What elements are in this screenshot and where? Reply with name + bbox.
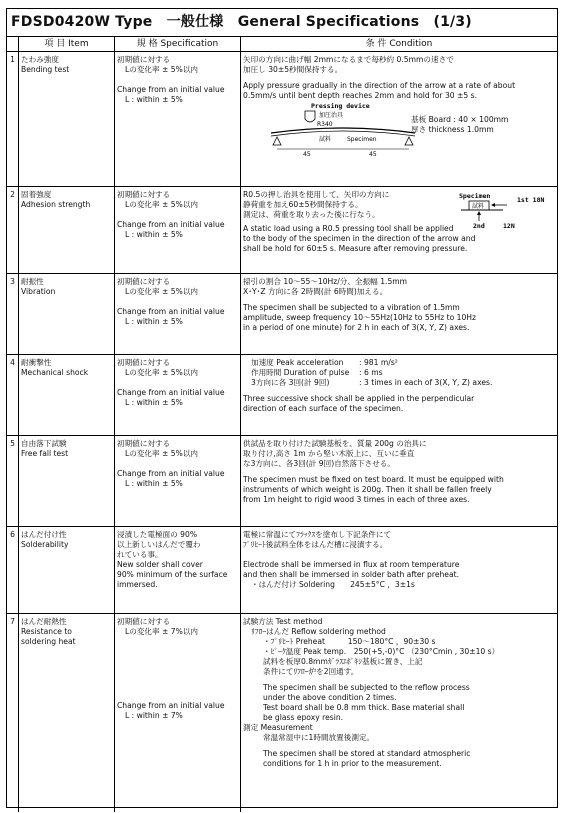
- condition-text: ﾘﾌﾛｰはんだ Reflow soldering method: [251, 627, 386, 636]
- spec-text: Lの変化率 ± 5%以内: [125, 65, 199, 74]
- spec-text: immersed.: [117, 580, 158, 589]
- arrow-head-icon: [477, 211, 481, 215]
- spec-text: 初期値に対する: [117, 55, 171, 64]
- item-jp: はんだ耐熱性: [21, 617, 67, 626]
- condition-text: 電極に常温にてﾌﾗｯｸｽを塗布し下記条件にて: [243, 530, 392, 539]
- condition-text: 取り付け,高さ 1m から堅い木版上に、互いに垂直: [243, 449, 415, 458]
- board-info: [411, 115, 508, 135]
- fig-label-specimen: Specimen: [459, 192, 491, 200]
- table-row: [7, 274, 557, 355]
- table-row: [7, 436, 557, 527]
- spec-text: L : within ± 5%: [125, 479, 183, 488]
- item-en: Adhesion strength: [21, 200, 91, 209]
- item-cell: [19, 187, 115, 273]
- condition-text: 試験方法 Test method: [243, 617, 323, 626]
- condition-cell: [241, 52, 557, 186]
- condition-text: X･Y･Z 方向に各 2時間(計 6時間)加える。: [243, 287, 388, 296]
- header-item: 項 目 Item: [19, 37, 115, 51]
- condition-pair: [243, 378, 555, 388]
- condition-text: ﾌﾟﾘﾋｰﾄ後試料全体をはんだ槽に浸漬する。: [243, 540, 388, 549]
- item-cell: [19, 614, 115, 812]
- row-number: 4: [7, 355, 19, 435]
- condition-text: The specimen shall be subjected to the reflow process: [263, 683, 470, 692]
- condition-text: 常温常湿中に1時間放置後測定。: [263, 733, 375, 742]
- fig-label-jig: 加圧治具: [319, 112, 344, 119]
- item-cell: [19, 274, 115, 354]
- condition-text: ・ﾋﾟｰｸ温度 Peak temp. 250(+5,-0)°C （230°Cmin , 30±10 s）: [263, 647, 500, 656]
- item-en: Mechanical shock: [21, 368, 89, 377]
- fig-label-r340: R340: [317, 121, 333, 128]
- item-cell: [19, 436, 115, 526]
- condition-text: な3方向に、各3回(計 9回)自然落下させる。: [243, 459, 395, 468]
- condition-text: shall be hold for 60±5 s. Measure after removing pressure.: [243, 244, 468, 253]
- spec-text: Lの変化率 ± 7%以内: [125, 627, 199, 636]
- adhesion-diagram: [457, 189, 553, 231]
- condition-text: Three successive shock shall be applied in the perpendicular: [243, 394, 475, 403]
- spec-text: 初期値に対する: [117, 439, 171, 448]
- support-right-icon: [405, 137, 413, 145]
- condition-cell: [241, 614, 557, 812]
- condition-text: 試料を板厚0.8mmｶﾞﾗｽｴﾎﾟｷｼ基板に置き、上記: [263, 657, 423, 666]
- condition-key: 加速度 Peak acceleration: [251, 358, 344, 367]
- row-number: 5: [7, 436, 19, 526]
- spec-text: L : within ± 7%: [125, 711, 183, 720]
- condition-text: 0.5mm/s until bent depth reaches 2mm and hold for 30 ±5 s.: [243, 91, 478, 100]
- condition-cell: [241, 187, 557, 273]
- fig-dim-45-right: 45: [369, 151, 377, 157]
- condition-text: A static load using a R0.5 pressing tool shall be applied: [243, 224, 454, 233]
- condition-text: from 1m height to rigid wood 3 times in each of three axes.: [243, 495, 470, 504]
- spec-text: 初期値に対する: [117, 277, 171, 286]
- spec-text: Change from an initial value: [117, 701, 225, 710]
- row-number: 7: [7, 614, 19, 812]
- spec-text: 浸漬した電極面の 90%: [117, 530, 198, 539]
- condition-text: 測定 Measurement: [243, 723, 313, 732]
- bending-diagram: [263, 101, 423, 157]
- condition-text: direction of each surface of the specimen.: [243, 404, 404, 413]
- condition-text: 供試品を取り付けた試験基板を、質量 200g の治具に: [243, 439, 427, 448]
- spec-text: L : within ± 5%: [125, 398, 183, 407]
- spec-text: 初期値に対する: [117, 617, 171, 626]
- condition-key: 3方向に各 3回(計 9回): [251, 378, 330, 387]
- spec-sheet: [6, 8, 558, 808]
- spec-text: L : within ± 5%: [125, 317, 183, 326]
- condition-cell: [241, 355, 557, 435]
- row-number: 3: [7, 274, 19, 354]
- fig-label-test: 試料: [472, 203, 485, 210]
- spec-text: L : within ± 5%: [125, 230, 183, 239]
- condition-text: and then shall be immersed in solder bath after preheat.: [243, 570, 460, 579]
- condition-text: The specimen shall be stored at standard atmospheric: [263, 749, 471, 758]
- header-spec: 規 格 Specification: [115, 37, 241, 51]
- condition-text: The specimen shall be subjected to a vibration of 1.5mm: [243, 303, 460, 312]
- condition-text: 測定は、荷重を取り去った後に行なう。: [243, 210, 380, 219]
- condition-text: conditions for 1 h in prior to the measurement.: [263, 759, 442, 768]
- spec-text: Lの変化率 ± 5%以内: [125, 287, 199, 296]
- spec-text: Lの変化率 ± 5%以内: [125, 368, 199, 377]
- table-row: [7, 355, 557, 436]
- condition-text: 静荷重を加え60±5秒間保持する。: [243, 200, 363, 209]
- page-title: FDSD0420W Type 一般仕様 General Specifications (1/3): [7, 9, 557, 37]
- item-cell: [19, 355, 115, 435]
- spec-cell: [115, 355, 241, 435]
- spec-cell: [115, 52, 241, 186]
- spec-text: L : within ± 5%: [125, 95, 183, 104]
- condition-value: : 981 m/s²: [359, 358, 398, 367]
- item-jp: たわみ強度: [21, 55, 59, 64]
- item-jp: 固着強度: [21, 190, 52, 199]
- spec-cell: [115, 436, 241, 526]
- spec-cell: [115, 614, 241, 812]
- spec-cell: [115, 187, 241, 273]
- item-jp: 自由落下試験: [21, 439, 67, 448]
- table-header: [7, 37, 557, 52]
- item-jp: 耐衝撃性: [21, 358, 52, 367]
- condition-text: Electrode shall be immersed in flux at room temperature: [243, 560, 460, 569]
- fig-label-2nd: 2nd: [473, 222, 485, 230]
- condition-text: be glass epoxy resin.: [263, 713, 344, 722]
- board-curve: [271, 128, 415, 133]
- row-number: 1: [7, 52, 19, 186]
- item-en: Resistance to: [21, 627, 72, 636]
- item-cell: [19, 527, 115, 613]
- spec-text: Lの変化率 ± 5%以内: [125, 449, 199, 458]
- spec-text: Change from an initial value: [117, 307, 225, 316]
- condition-pair: [243, 358, 555, 368]
- item-en: Vibration: [21, 287, 56, 296]
- spec-text: 90% minimum of the surface: [117, 570, 228, 579]
- item-jp: 耐振性: [21, 277, 44, 286]
- fig-label-pressing-device: Pressing device: [311, 102, 370, 110]
- board-thickness: 厚さ thickness 1.0mm: [411, 125, 494, 134]
- condition-cell: [241, 436, 557, 526]
- arrow-head-icon: [491, 203, 495, 207]
- condition-text: ・ﾌﾟﾘﾋｰﾄ Preheat 150～180°C ，90±30 s: [263, 637, 436, 646]
- fig-label-test: 試料: [319, 136, 332, 143]
- condition-value: : 6 ms: [359, 368, 383, 377]
- condition-text: amplitude, sweep frequency 10～55Hz(10Hz to 55Hz to 10Hz: [243, 313, 477, 322]
- condition-cell: [241, 527, 557, 613]
- condition-text: ・はんだ付け Soldering 245±5°C ，3±1s: [251, 580, 415, 589]
- condition-text: 加圧し 30±5秒間保持する。: [243, 65, 343, 74]
- condition-text: R0.5の押し治具を使用して、矢印の方向に: [243, 190, 390, 199]
- support-left-icon: [273, 137, 281, 145]
- board-curve-lower: [271, 131, 415, 136]
- spec-text: Lの変化率 ± 5%以内: [125, 200, 199, 209]
- item-cell: [19, 52, 115, 186]
- condition-value: : 3 times in each of 3(X, Y, Z) axes.: [359, 378, 493, 387]
- condition-text: 掃引の割合 10～55～10Hz/分、全振幅 1.5mm: [243, 277, 408, 286]
- condition-text: 矢印の方向に曲げ幅 2mmになるまで毎秒約 0.5mmの速さで: [243, 55, 454, 64]
- table-row: [7, 187, 557, 274]
- spec-text: Change from an initial value: [117, 469, 225, 478]
- item-jp: はんだ付け性: [21, 530, 67, 539]
- item-en: Bending test: [21, 65, 70, 74]
- row-number: 2: [7, 187, 19, 273]
- condition-text: 条件にてﾘﾌﾛｰ炉を2回通す。: [263, 667, 359, 676]
- condition-pair: [243, 368, 555, 378]
- condition-cell: [241, 274, 557, 354]
- spec-text: New solder shall cover: [117, 560, 203, 569]
- board-size: 基板 Board : 40 × 100mm: [411, 115, 509, 124]
- spec-text: Change from an initial value: [117, 85, 225, 94]
- spec-text: れている事。: [117, 550, 163, 559]
- spec-text: Change from an initial value: [117, 388, 225, 397]
- spec-text: Change from an initial value: [117, 220, 225, 229]
- condition-text: in a period of one minute) for 2 h in each of 3(X, Y, Z) axes.: [243, 323, 470, 332]
- item-en: soldering heat: [21, 637, 76, 646]
- table-row: [7, 52, 557, 187]
- condition-text: under the above condition 2 times.: [263, 693, 397, 702]
- header-condition: 条 件 Condition: [365, 39, 433, 49]
- table-row: [7, 527, 557, 614]
- item-en: Free fall test: [21, 449, 69, 458]
- fig-label-specimen: Specimen: [347, 136, 377, 143]
- condition-text: instruments of which weight is 200g. Then it shall be fallen freely: [243, 485, 492, 494]
- bending-figure: [243, 101, 555, 157]
- fig-label-12n: 12N: [503, 222, 515, 230]
- spec-text: 初期値に対する: [117, 190, 171, 199]
- spec-text: 以上新しいはんだで覆わ: [117, 540, 201, 549]
- fig-label-1st: 1st 18N: [517, 196, 545, 204]
- pressing-tool-icon: [305, 111, 315, 122]
- condition-text: Test board shall be 0.8 mm thick. Base material shall: [263, 703, 465, 712]
- row-number: 6: [7, 527, 19, 613]
- condition-text: to the body of the specimen in the direction of the arrow and: [243, 234, 476, 243]
- header-num: [7, 37, 19, 51]
- item-en: Solderability: [21, 540, 69, 549]
- spec-text: 初期値に対する: [117, 358, 171, 367]
- condition-text: The specimen must be fixed on test board. It must be equipped with: [243, 475, 504, 484]
- spec-cell: [115, 274, 241, 354]
- fig-dim-45-left: 45: [303, 151, 311, 157]
- spec-cell: [115, 527, 241, 613]
- condition-key: 作用時間 Duration of pulse: [251, 368, 350, 377]
- condition-text: Apply pressure gradually in the direction of the arrow at a rate of about: [243, 81, 516, 90]
- table-row: [7, 614, 557, 812]
